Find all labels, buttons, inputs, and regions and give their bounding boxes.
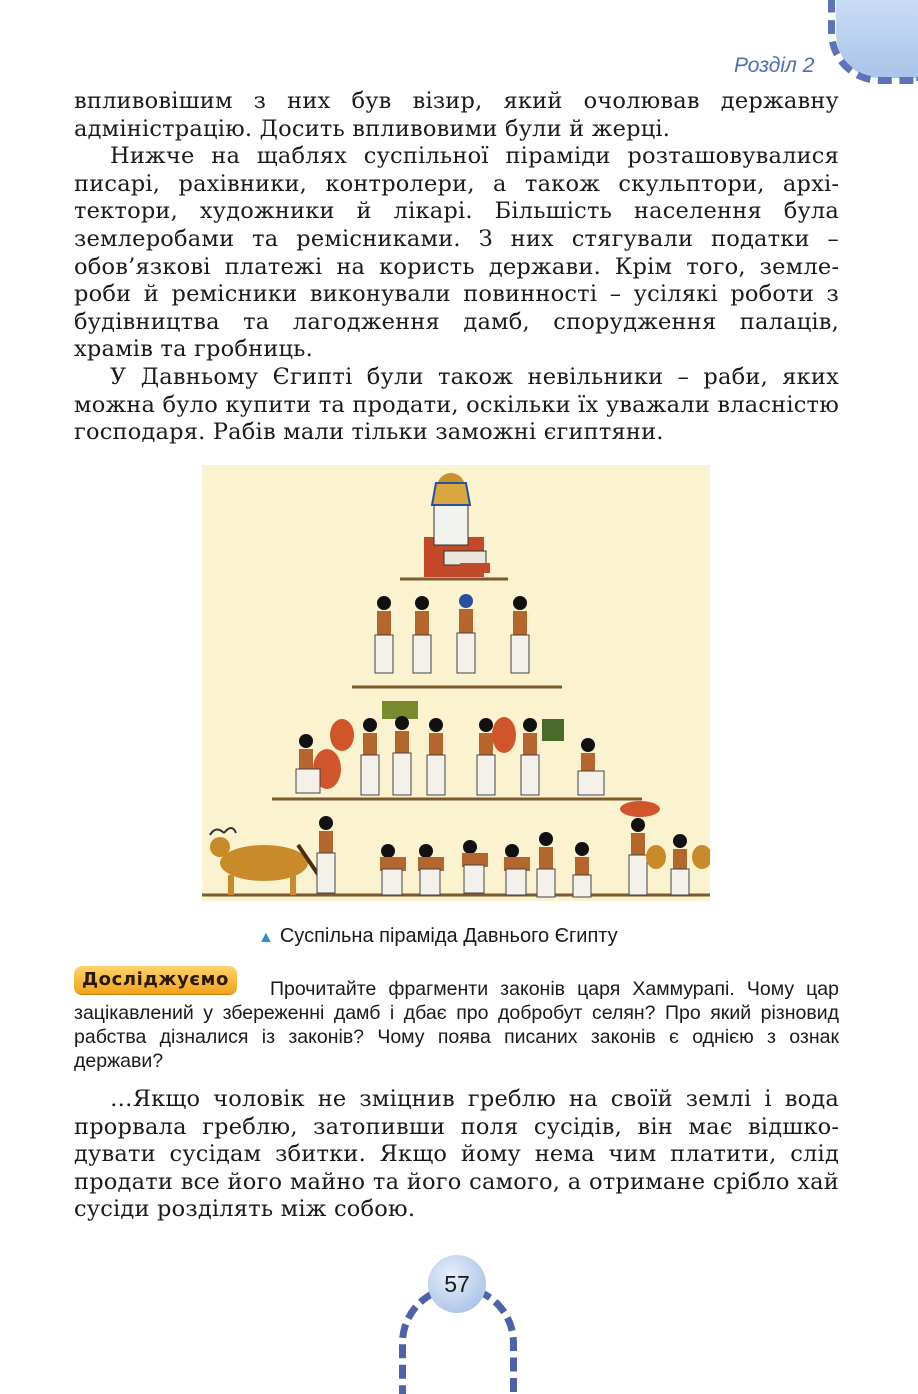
paragraph: впливовішим з них був візир, який очолював державну адміністрацію. Досить впливовими були й жерці. bbox=[74, 88, 839, 142]
paragraph: У Давньому Єгипті були також невільники – раби, яких можна було купити та продати, оскільки їх уважали власністю господаря. Рабів мали тільки заможні єгиптяни. bbox=[74, 363, 839, 446]
main-text-bottom bbox=[74, 1086, 839, 1224]
research-task-text: Прочитайте фрагменти законів царя Хаммурапі. Чому цар зацікавлений у збереженні дамб і дбає про добробут селян? Про який різновид рабства дізналися із законів? Чому поява писаних законів є однією з ознак держави? bbox=[74, 978, 839, 1072]
pharaoh-figure bbox=[424, 473, 490, 577]
page-number: 57 bbox=[428, 1255, 486, 1313]
research-badge: Досліджуємо bbox=[74, 966, 237, 994]
artisans-row bbox=[296, 701, 604, 795]
section-label: Розділ 2 bbox=[734, 54, 815, 77]
paragraph: Нижче на щаблях суспільної піраміди розташовувалися писарі, рахівники, контролери, а також скульптори, архітектори, художники й лікарі. Більшість населення була землеробами та ремісниками. З них стягували податки – обов’язкові платежі на користь держави. Крім того, землероби й ремісники виконували повинності – усілякі роботи з будівництва та лагодження дамб, спорудження палаців, храмів та гробниць. bbox=[74, 143, 839, 363]
corner-dashed-arc bbox=[828, 0, 918, 84]
officials-row bbox=[375, 594, 529, 673]
egypt-social-pyramid-illustration bbox=[202, 465, 710, 901]
figure-caption bbox=[258, 925, 618, 948]
main-text-top bbox=[74, 88, 839, 447]
triangle-icon: ▲ bbox=[258, 929, 274, 946]
oxen bbox=[210, 828, 308, 895]
paragraph: …Якщо чоловік не зміцнив греблю на своїй землі і вода прорвала греблю, затопивши поля сусідів, він має відшкодувати сусідам збитки. Якщо йому нема чим платити, слід продати все його майно та його самого, а отримане срібло хай сусіди розділять між собою. bbox=[74, 1086, 839, 1223]
caption-text: Суспільна піраміда Давнього Єгипту bbox=[279, 925, 618, 947]
peasants-row bbox=[210, 801, 710, 897]
pyramid-drawing bbox=[202, 465, 710, 901]
